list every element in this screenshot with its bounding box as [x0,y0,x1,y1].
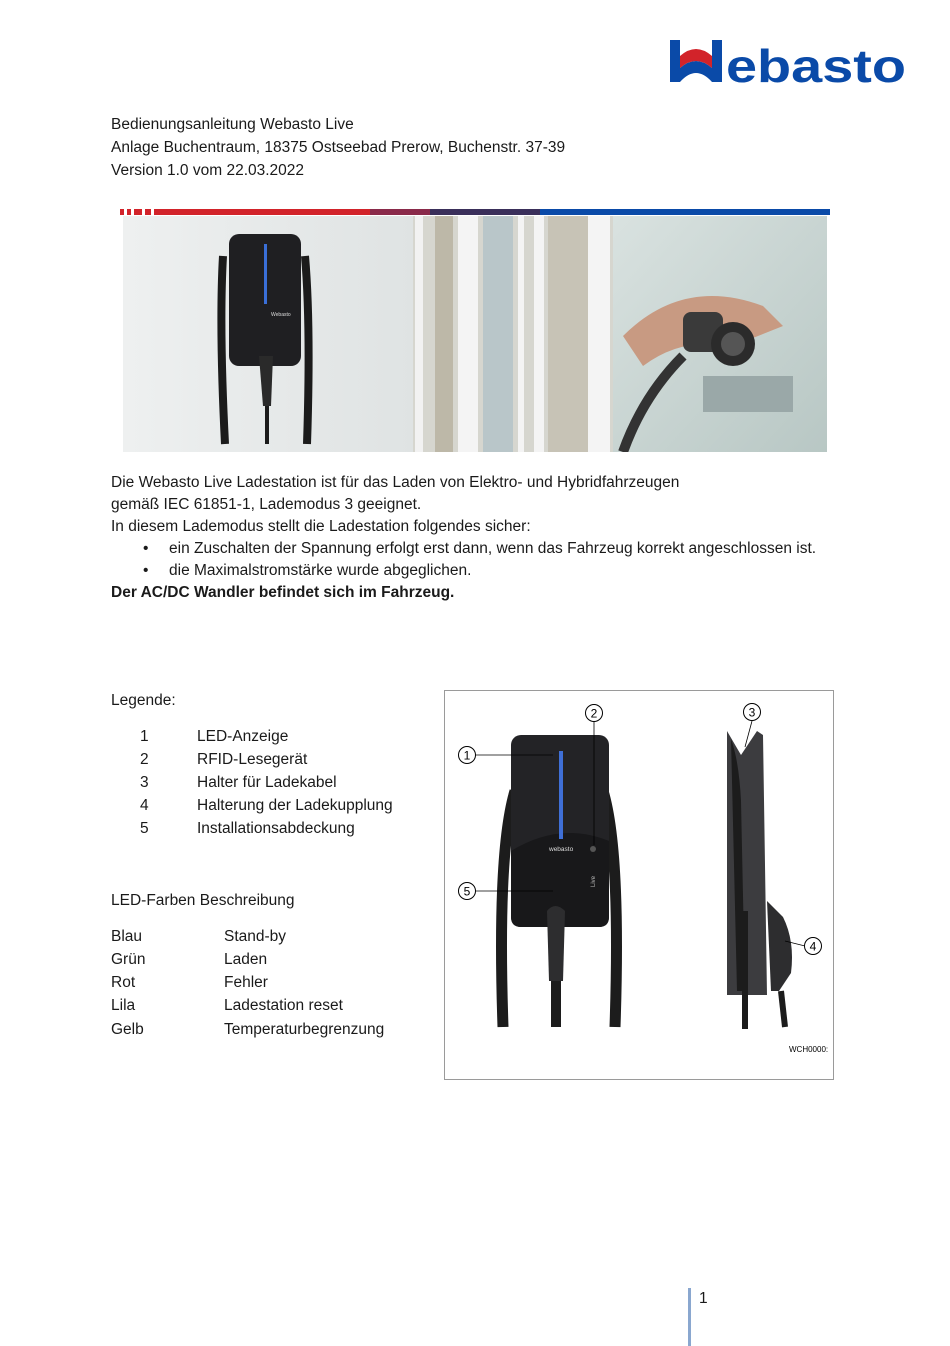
led-section-title: LED-Farben Beschreibung [111,892,295,909]
legend-label: RFID-Lesegerät [197,751,308,768]
callout-3: 3 [748,705,756,720]
hero-image [123,216,827,452]
callout-4: 4 [809,939,817,954]
banner-stripe [120,202,830,208]
led-color-meaning: Laden [224,951,268,968]
wallbox-diagram [444,690,834,1080]
led-color-meaning: Fehler [224,974,268,991]
doc-address: Anlage Buchentraum, 18375 Ostseebad Prerow, Buchenstr. 37-39 [111,139,566,156]
page-number-bar [688,1288,691,1346]
callout-2: 2 [590,706,598,721]
doc-version: Version 1.0 vom 22.03.2022 [111,162,305,179]
callout-5: 5 [463,884,471,899]
ac-dc-note: Der AC/DC Wandler befindet sich im Fahrzeug. [111,584,455,601]
legend-label: LED-Anzeige [197,728,289,745]
legend-label: Halter für Ladekabel [197,774,337,791]
led-color-name: Blau [111,928,143,945]
led-color-meaning: Temperaturbegrenzung [224,1021,385,1038]
svg-text:Webasto: Webasto [271,312,291,318]
page-number: 1 [699,1290,708,1307]
legend-number: 4 [140,797,149,814]
device-model-label: Live [591,875,597,887]
webasto-logo [666,34,910,90]
bullet-icon: • [143,562,149,579]
legend-label: Installationsabdeckung [197,820,355,837]
svg-text:ebasto: ebasto [726,40,906,90]
led-color-name: Lila [111,997,136,1014]
legend-number: 2 [140,751,149,768]
intro-paragraph-2: gemäß IEC 61851-1, Lademodus 3 geeignet. [111,496,422,513]
legend-number: 5 [140,820,149,837]
callout-1: 1 [463,748,471,763]
led-color-meaning: Ladestation reset [224,997,343,1014]
led-color-name: Grün [111,951,146,968]
led-color-name: Rot [111,974,136,991]
device-brand-label: webasto [549,846,574,853]
legend-title: Legende: [111,692,176,709]
bullet-icon: • [143,540,149,557]
diagram-code: WCH0000: [789,1045,829,1054]
intro-paragraph-1: Die Webasto Live Ladestation ist für das Laden von Elektro- und Hybridfahrzeugen [111,474,680,491]
bullet-text: die Maximalstromstärke wurde abgeglichen. [169,562,472,579]
doc-title: Bedienungsanleitung Webasto Live [111,116,354,133]
led-color-name: Gelb [111,1021,144,1038]
led-color-meaning: Stand-by [224,928,287,945]
legend-number: 3 [140,774,149,791]
intro-paragraph-3: In diesem Lademodus stellt die Ladestation folgendes sicher: [111,518,531,535]
legend-label: Halterung der Ladekupplung [197,797,393,814]
legend-number: 1 [140,728,149,745]
bullet-text: ein Zuschalten der Spannung erfolgt erst dann, wenn das Fahrzeug korrekt angeschlossen ist. [169,540,817,557]
